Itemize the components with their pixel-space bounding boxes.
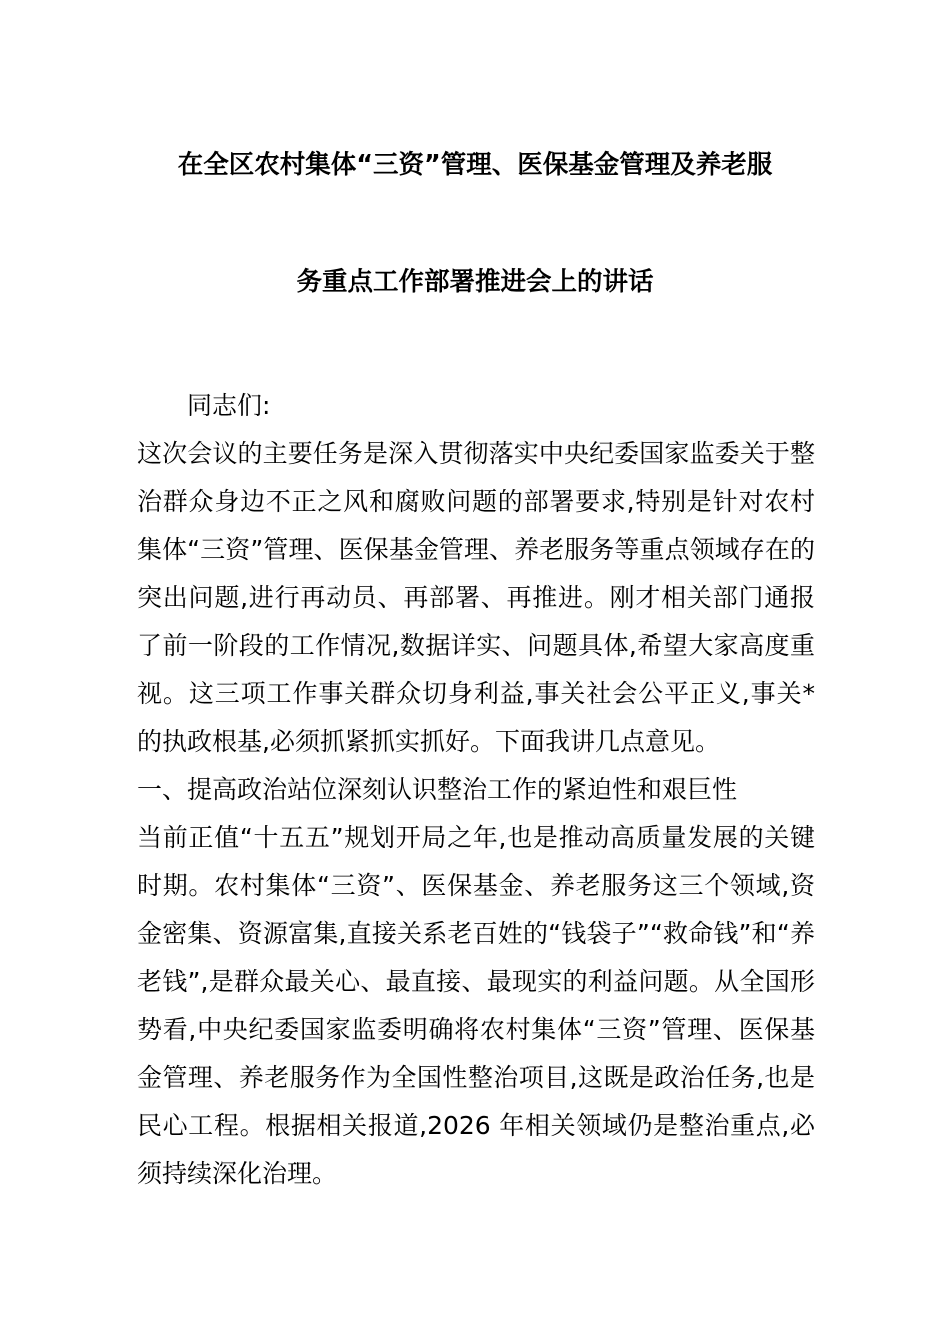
- document-body: [137, 382, 815, 1198]
- document-title-line-1: 在全区农村集体“三资”管理、医保基金管理及养老服: [177, 150, 773, 180]
- document-title-line-2: 务重点工作部署推进会上的讲话: [296, 267, 654, 297]
- section-heading-1: 一、提高政治站位深刻认识整治工作的紧迫性和艰巨性: [137, 775, 738, 804]
- salutation: 同志们:: [187, 391, 271, 420]
- paragraph-intro: 这次会议的主要任务是深入贯彻落实中央纪委国家监委关于整治群众身边不正之风和腐败问题的部署要求,特别是针对农村集体“三资”管理、医保基金管理、养老服务等重点领域存在的突出问题,进行再动员、再部署、再推进。刚才相关部门通报了前一阶段的工作情况,数据详实、问题具体,希望大家高度重视。这三项工作事关群众切身利益,事关社会公平正义,事关*的执政根基,必须抓紧抓实抓好。下面我讲几点意见。: [137, 439, 815, 756]
- paragraph-section-1-body: 当前正值“十五五”规划开局之年,也是推动高质量发展的关键时期。农村集体“三资”、医保基金、养老服务这三个领域,资金密集、资源富集,直接关系老百姓的“钱袋子”“救命钱”和“养老钱”,是群众最关心、最直接、最现实的利益问题。从全国形势看,中央纪委国家监委明确将农村集体“三资”管理、医保基金管理、养老服务作为全国性整治项目,这既是政治任务,也是民心工程。根据相关报道,2026 年相关领域仍是整治重点,必须持续深化治理。: [137, 823, 815, 1188]
